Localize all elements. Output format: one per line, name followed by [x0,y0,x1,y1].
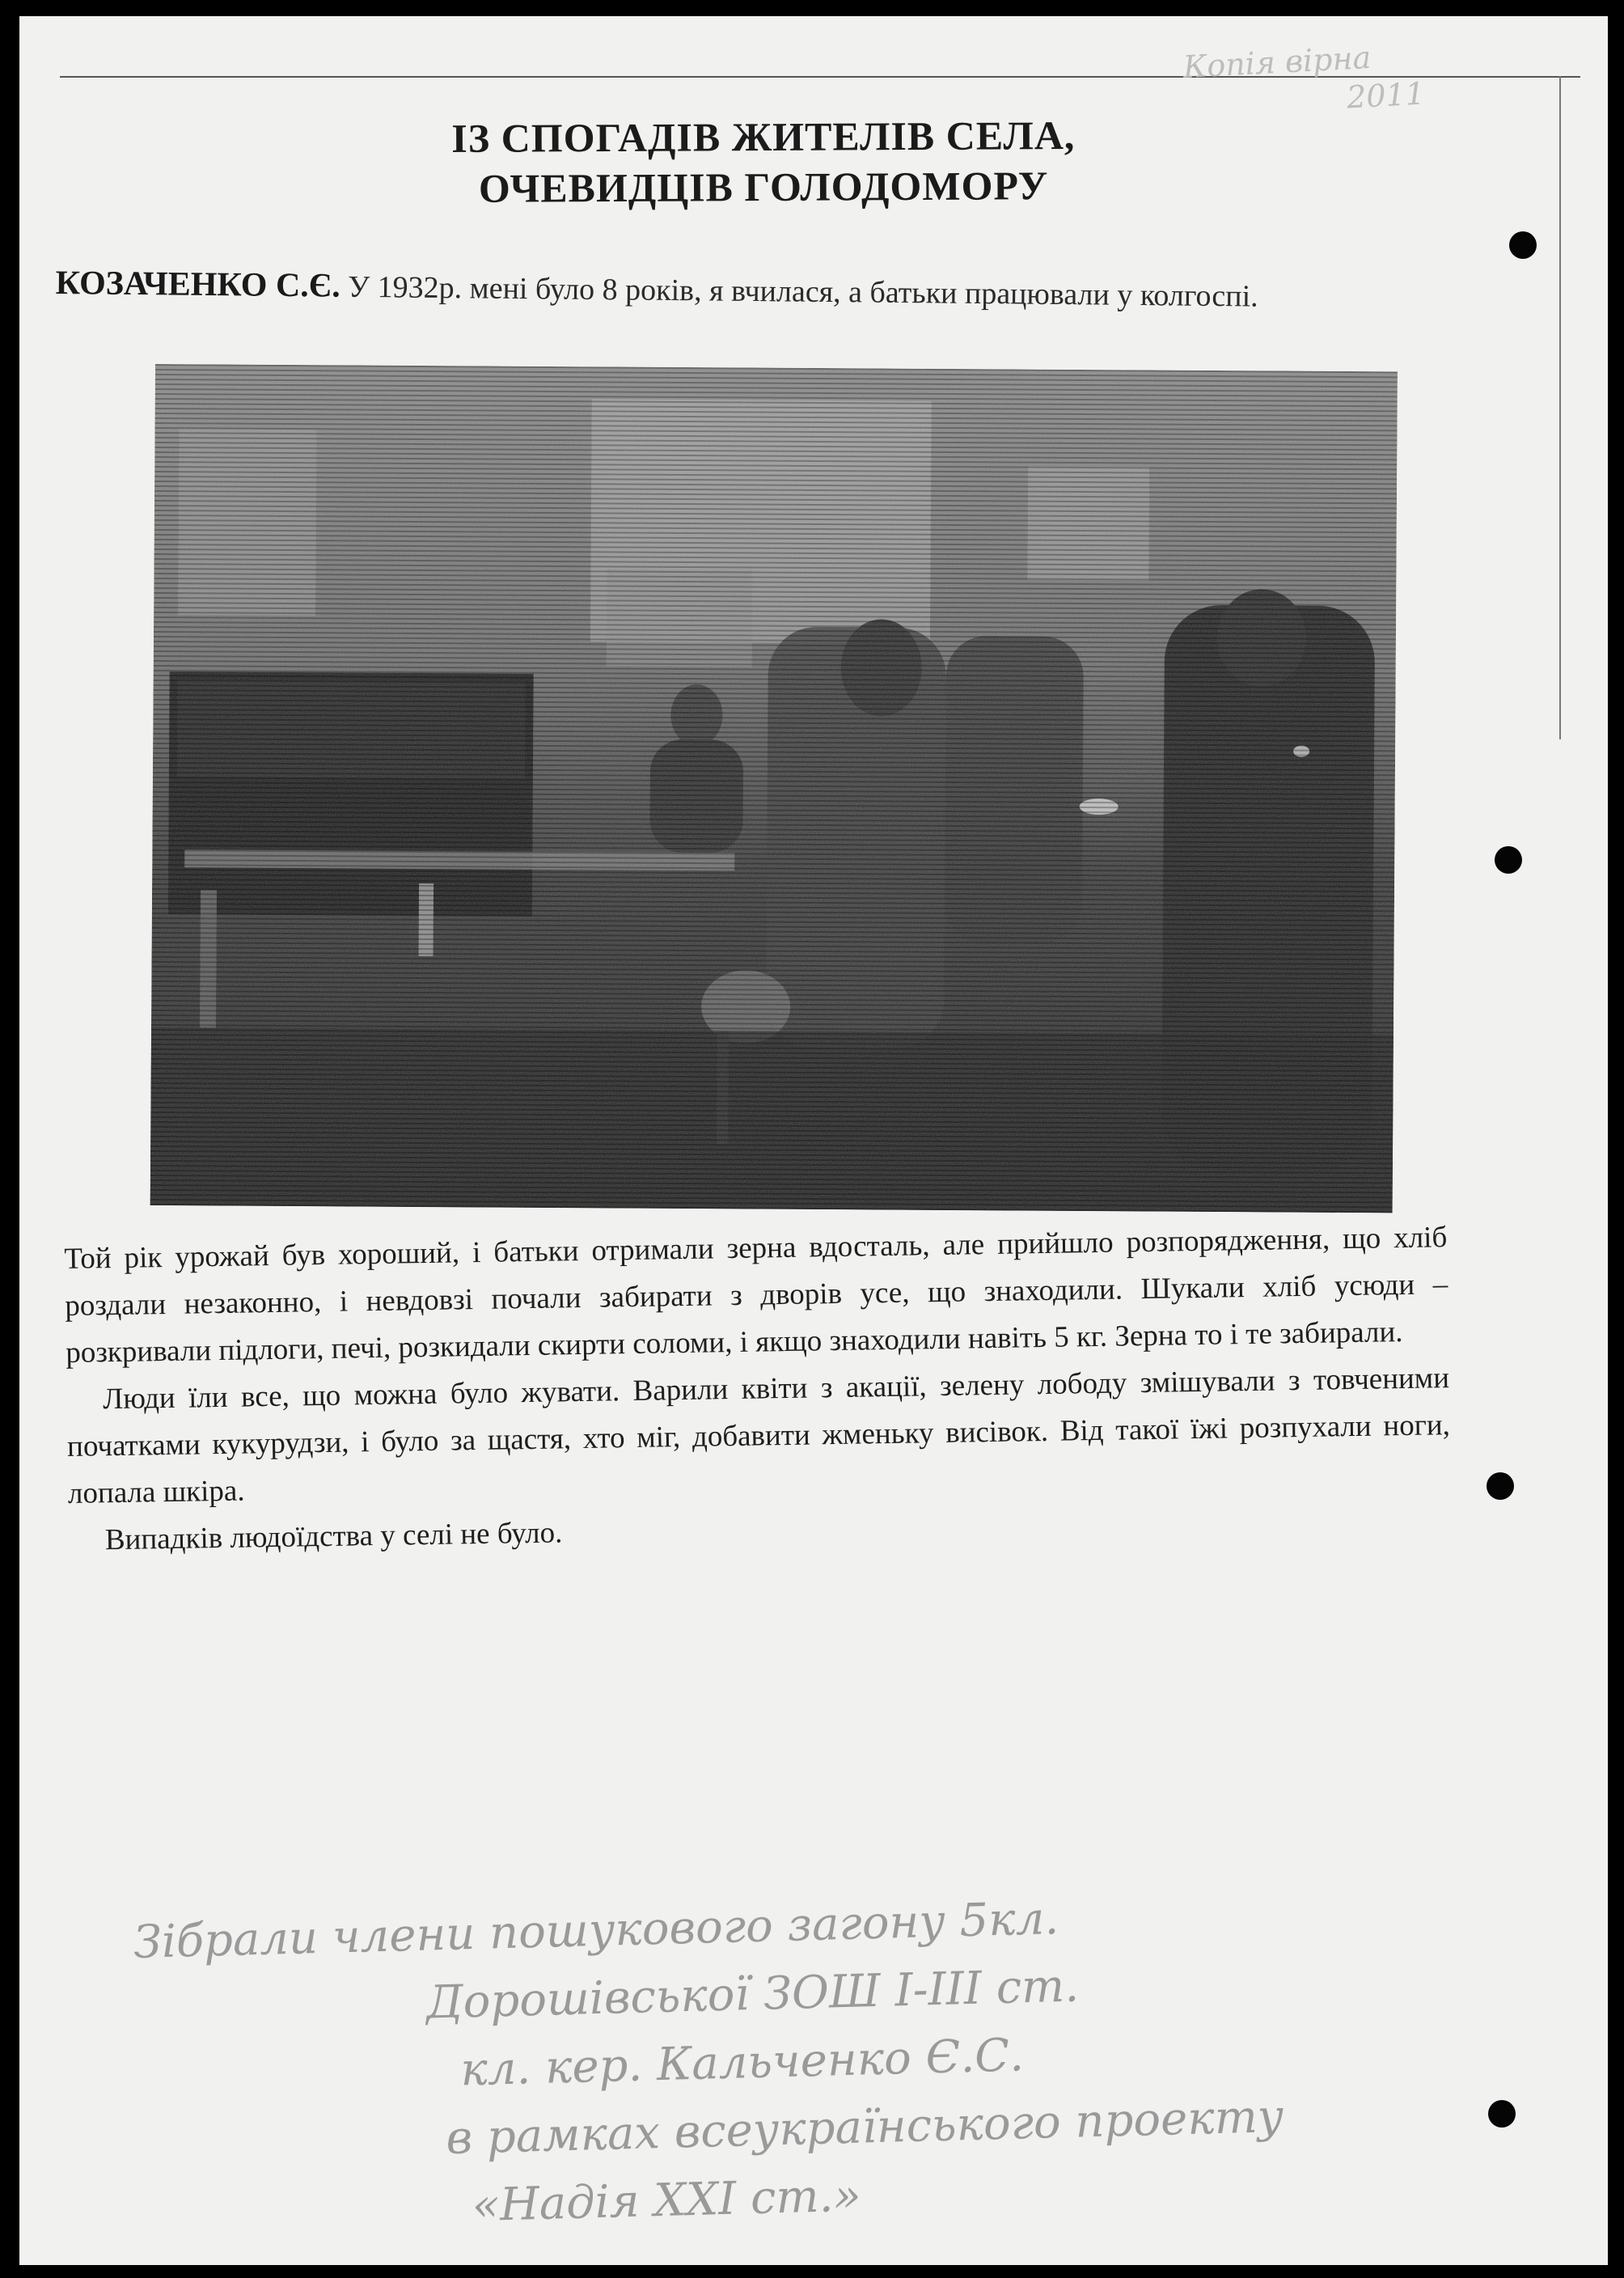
handwritten-line: Зібрали члени пошукового загону 5кл. [133,1892,1059,1969]
handwritten-line: «Надія ХХІ ст.» [471,2169,862,2233]
archival-photo [150,364,1398,1213]
page-title [262,109,1266,214]
punch-hole [1509,231,1537,259]
margin-note-line: 2011 [1346,75,1426,116]
document-page [19,16,1608,2265]
testimony-paragraph-3: Випадків людоїдства у селі не було. [104,1516,563,1557]
testimony-paragraph-1: Той рік урожай був хороший, і батьки отримали зерна вдосталь, але прийшло розпорядження, що хліб роздали незаконно, і невдовзі почали забирати з дворів усе, що знаходили. Шукали хліб усюди – розкривали підлоги, печі, розкидали скирти соломи, і якщо знаходили навіть 5 кг. Зерна то і те забирали. [64,1221,1448,1370]
witness-name: КОЗАЧЕНКО С.Є. [55,264,341,305]
handwritten-note [133,1873,1516,2248]
copy-edge-line-right [1559,76,1561,739]
punch-hole [1488,2100,1516,2128]
title-line-2: ОЧЕВИДЦІВ ГОЛОДОМОРУ [478,163,1049,211]
margin-note-line: Копія вірна [1182,39,1372,85]
testimony-text [64,1214,1452,1565]
title-line-1: ІЗ СПОГАДІВ ЖИТЕЛІВ СЕЛА, [451,112,1076,162]
handwritten-line: кл. кер. Кальченко Є.С. [459,2029,1025,2097]
handwritten-line: в рамках всеукраїнського проекту [445,2090,1285,2165]
punch-hole [1495,846,1522,874]
intro-paragraph [55,259,1455,323]
intro-text: У 1932р. мені було 8 років, я вчилася, а батьки працювали у колгоспі. [348,269,1258,314]
handwritten-line: Дорошівської ЗОШ І-ІІІ ст. [425,1959,1080,2030]
testimony-paragraph-2: Люди їли все, що можна було жувати. Варили квіти з акації, зелену лободу змішували з товченими початками кукурудзи, і було за щастя, хто міг, добавити жменьку висівок. Від такої їжі розпухали ноги, лопала шкіра. [66,1361,1451,1510]
punch-hole [1487,1472,1514,1500]
